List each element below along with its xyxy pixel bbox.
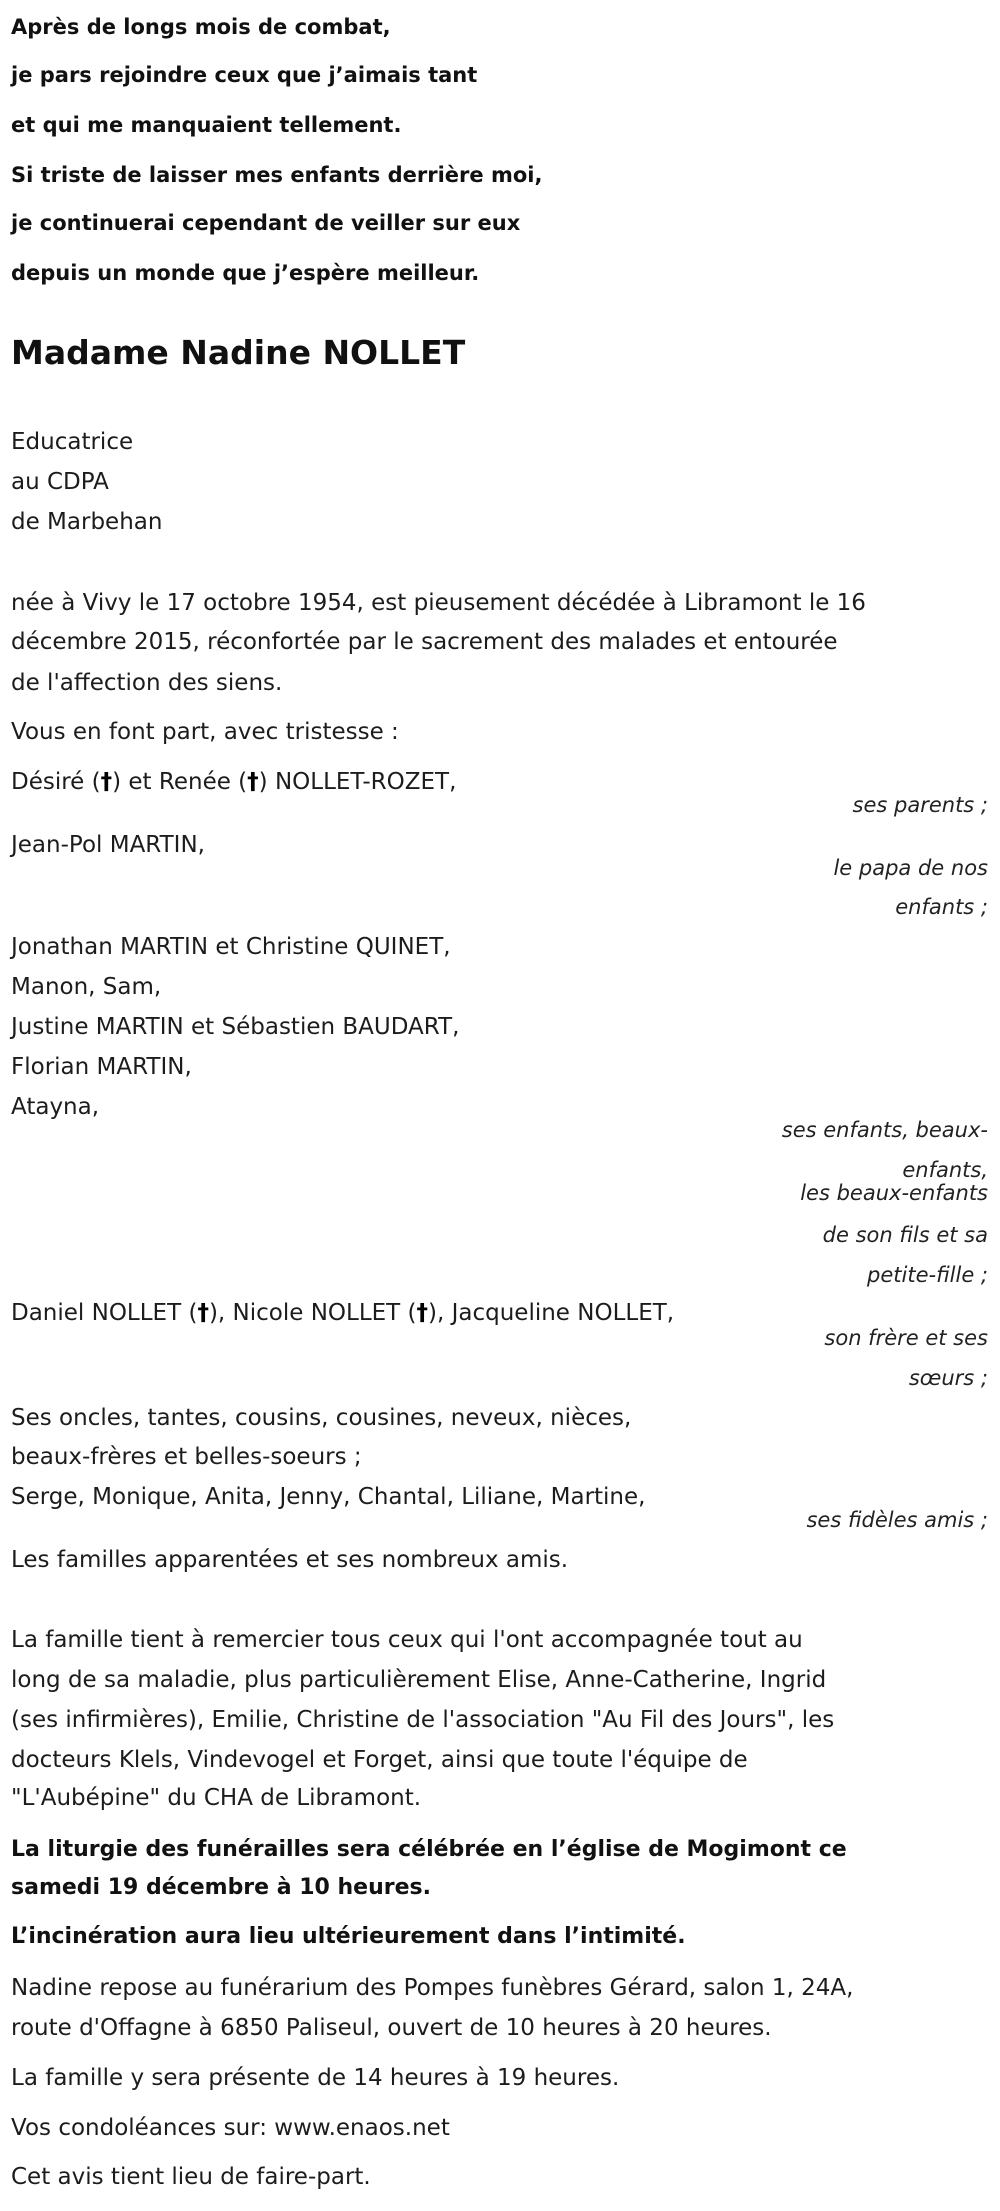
extended-family-line: Ses oncles, tantes, cousins, cousines, neveux, nièces, [11, 1405, 632, 1431]
profession-line: de Marbehan [11, 509, 163, 535]
relation-label: ses parents ; [852, 793, 988, 817]
relation-label: de son fils et sa [822, 1223, 988, 1247]
relation-label: petite-fille ; [867, 1263, 988, 1287]
name-line: Florian MARTIN, [11, 1054, 192, 1080]
dagger-icon: † [416, 1300, 428, 1326]
relation-label: enfants ; [895, 895, 988, 919]
paragraph-line: long de sa maladie, plus particulièrement Elise, Anne-Catherine, Ingrid [11, 1667, 827, 1693]
father-name: Jean-Pol MARTIN, [11, 832, 205, 858]
name-text: Daniel NOLLET ( [11, 1300, 198, 1326]
announcement-line: Vous en font part, avec tristesse : [11, 719, 399, 745]
name-line: Atayna, [11, 1094, 100, 1120]
relation-label: enfants, [902, 1158, 988, 1182]
paragraph-line: La liturgie des funérailles sera célébrée en l’église de Mogimont ce [11, 1837, 847, 1862]
relation-label: ses fidèles amis ; [806, 1508, 988, 1532]
poem-line: je continuerai cependant de veiller sur eux [11, 211, 521, 235]
relation-label: les beaux-enfants [800, 1181, 988, 1205]
extended-family-line: beaux-frères et belles-soeurs ; [11, 1444, 362, 1470]
paragraph-line: Nadine repose au funérarium des Pompes funèbres Gérard, salon 1, 24A, [11, 1975, 854, 2001]
closing-line: Cet avis tient lieu de faire-part. [11, 2164, 371, 2190]
name-line: Jonathan MARTIN et Christine QUINET, [11, 934, 451, 960]
other-families-line: Les familles apparentées et ses nombreux amis. [11, 1547, 569, 1573]
relation-label: le papa de nos [833, 856, 988, 880]
paragraph-line: décembre 2015, réconfortée par le sacrement des malades et entourée [11, 629, 838, 655]
dagger-icon: † [247, 769, 259, 795]
profession-line: au CDPA [11, 469, 109, 495]
parents-names [11, 762, 456, 802]
name-text: ), Nicole NOLLET ( [208, 1300, 417, 1326]
siblings-names [11, 1293, 674, 1333]
name-text: ) NOLLET-ROZET, [258, 769, 457, 795]
paragraph-line: samedi 19 décembre à 10 heures. [11, 1875, 431, 1900]
name-text: ), Jacqueline NOLLET, [428, 1300, 675, 1326]
paragraph-line: de l'affection des siens. [11, 670, 283, 696]
poem-line: Si triste de laisser mes enfants derrière moi, [11, 163, 543, 187]
paragraph-line: route d'Offagne à 6850 Paliseul, ouvert de 10 heures à 20 heures. [11, 2015, 772, 2041]
condolences-link[interactable]: www.enaos.net [274, 2115, 450, 2141]
paragraph-line: "L'Aubépine" du CHA de Libramont. [11, 1785, 422, 1811]
paragraph-line: (ses infirmières), Emilie, Christine de l'association "Au Fil des Jours", les [11, 1707, 835, 1733]
name-line: Justine MARTIN et Sébastien BAUDART, [11, 1014, 460, 1040]
poem-line: Après de longs mois de combat, [11, 15, 391, 39]
friends-names: Serge, Monique, Anita, Jenny, Chantal, Liliane, Martine, [11, 1484, 646, 1510]
cremation-line: L’incinération aura lieu ultérieurement dans l’intimité. [11, 1924, 686, 1949]
deceased-name-title: Madame Nadine NOLLET [11, 333, 466, 372]
name-text: ) et Renée ( [112, 769, 248, 795]
profession-line: Educatrice [11, 429, 134, 455]
poem-line: je pars rejoindre ceux que j’aimais tant [11, 63, 478, 87]
dagger-icon: † [197, 1300, 209, 1326]
paragraph-line: née à Vivy le 17 octobre 1954, est pieusement décédée à Libramont le 16 [11, 590, 866, 616]
relation-label: ses enfants, beaux- [781, 1118, 988, 1142]
poem-line: et qui me manquaient tellement. [11, 113, 402, 137]
relation-label: sœurs ; [908, 1366, 988, 1390]
name-line: Manon, Sam, [11, 974, 162, 1000]
dagger-icon: † [100, 769, 113, 795]
poem-line: depuis un monde que j’espère meilleur. [11, 261, 480, 285]
paragraph-line: La famille tient à remercier tous ceux qui l'ont accompagnée tout au [11, 1627, 803, 1653]
paragraph-line: docteurs Klels, Vindevogel et Forget, ainsi que toute l'équipe de [11, 1747, 748, 1773]
relation-label: son frère et ses [824, 1326, 988, 1350]
family-presence-line: La famille y sera présente de 14 heures à 19 heures. [11, 2065, 620, 2091]
name-text: Désiré ( [11, 769, 101, 795]
condolences-label: Vos condoléances sur: [11, 2115, 275, 2141]
condolences-line [11, 2108, 450, 2148]
